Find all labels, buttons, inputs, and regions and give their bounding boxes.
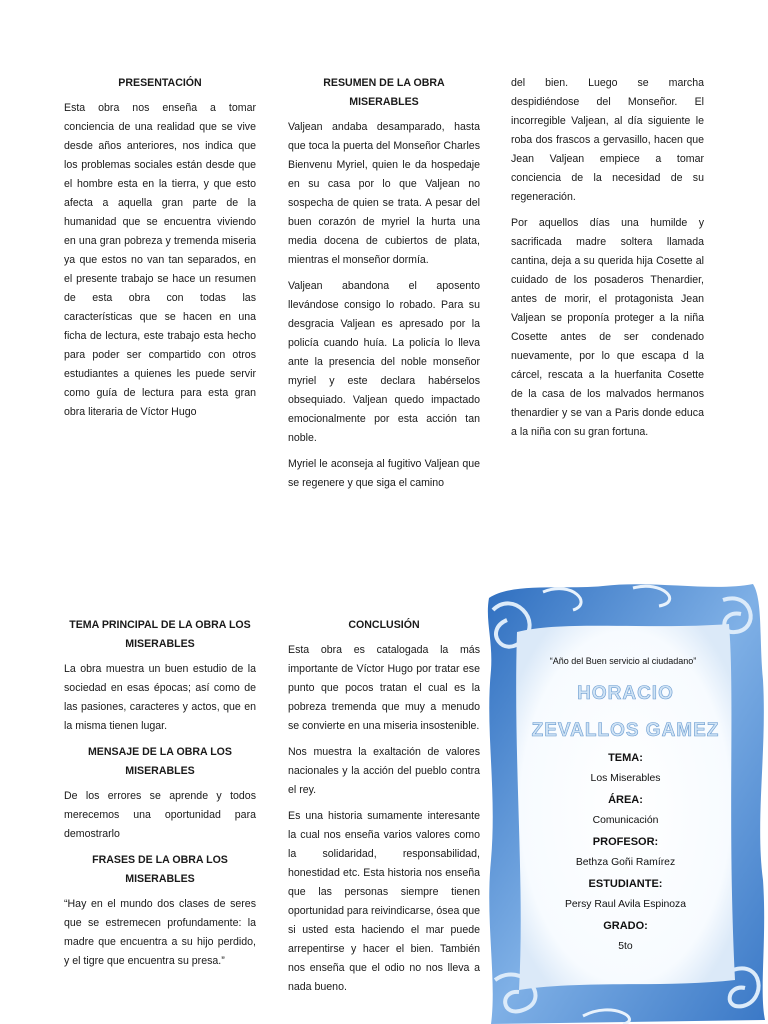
- cover-motto: “Año del Buen servicio al ciudadano”: [549, 656, 697, 666]
- text-resumen-5: Por aquellos días una humilde y sacrificada madre soltera llamada cantina, deja a su querida hija Cosette al cuidado de los posaderos Thenardier, antes de morir, el protagonista Jean Valjean se proponía proteger a la niña Cosette antes de ser condenado nuevamente, por lo que escapa d la cárcel, rescata a la huerfanita Cosette de la casa de los malvados hermanos thenardier y se van a Paris donde educa a la niña con su gran fortuna.: [511, 217, 704, 438]
- cover-tema-label: TEMA:: [608, 752, 643, 764]
- cover-name-line1: HORACIO: [577, 683, 674, 704]
- text-resumen-1: Valjean andaba desamparado, hasta que toca la puerta del Monseñor Charles Bienvenu Myriel, quien le da hospedaje en su casa por lo que Valjean no sospecha de quien se trata. A pesar del buen corazón de myriel la hurta una media docena de cubiertos de plata, mientras el monseñor dormía.: [288, 121, 480, 266]
- cover-grado-value: 5to: [618, 941, 633, 952]
- text-presentacion: Esta obra nos enseña a tomar conciencia de una realidad que se vive desde años anteriores, nos indica que los problemas sociales están desde que el hombre esta en la tierra, y que esto afecta a aquella gran parte de la humanidad que se encuentra viviendo en una gran pobreza y tremenda miseria ya que estos no van tan separados, en el presente trabajo se hace un resumen de esta obra con todas las características que se hacen en una ficha de lectura, este trabajo esta hecho para poder ser compartido con otros estudiantes a quienes les puede servir como guía de lectura para esta gran obra literaria de Víctor Hugo: [64, 102, 256, 418]
- text-resumen-3: Myriel le aconseja al fugitivo Valjean que se regenere y que siga el camino: [288, 458, 480, 489]
- column-resumen-continued: [511, 74, 704, 449]
- cover-area-value: Comunicación: [592, 815, 659, 826]
- heading-frases: FRASES DE LA OBRA LOS MISERABLES: [92, 854, 228, 885]
- cover-estudiante-label: ESTUDIANTE:: [588, 878, 663, 890]
- cover-tema-value: Los Miserables: [590, 773, 661, 784]
- text-conclusion-2: Nos muestra la exaltación de valores nacionales y la acción del pueblo contra el rey.: [288, 746, 480, 796]
- cover-estudiante-value: Persy Raul Avila Espinoza: [564, 899, 687, 910]
- text-mensaje: De los errores se aprende y todos merecemos una oportunidad para demostrarlo: [64, 790, 256, 840]
- heading-resumen: RESUMEN DE LA OBRA MISERABLES: [323, 77, 445, 108]
- cover-grado-label: GRADO:: [603, 920, 648, 932]
- column-conclusion: [288, 616, 480, 1004]
- heading-mensaje: MENSAJE DE LA OBRA LOS MISERABLES: [87, 746, 232, 777]
- column-tema-mensaje-frases: [64, 616, 256, 978]
- cover-name-line2: ZEVALLOS GAMEZ: [531, 720, 720, 741]
- text-conclusion-3: Es una historia sumamente interesante la cual nos enseña varios valores como la solidaridad, responsabilidad, honestidad etc. Esta historia nos enseña que las personas siempre tienen oportunidad para reivindicarse, ósea que si usted esta haciendo el mar puede arrepentirse y hacer el bien. También nos enseña que el odio no nos lleva a nada bueno.: [288, 810, 480, 993]
- cover-scroll: [483, 580, 768, 1024]
- text-resumen-4: del bien. Luego se marcha despidiéndose del Monseñor. El incorregible Valjean, al día siguiente le roba dos frascos a gervasillo, hacen que Jean Valjean empiece a tomar conciencia de la necesidad de su regeneración.: [511, 77, 704, 203]
- column-resumen: [288, 74, 480, 500]
- cover-area-label: ÁREA:: [608, 794, 643, 806]
- heading-conclusion: CONCLUSIÓN: [348, 619, 420, 631]
- cover-profesor-label: PROFESOR:: [592, 836, 659, 848]
- text-frases: “Hay en el mundo dos clases de seres que se estremecen profundamente: la madre que encuentra a su hijo perdido, y el tigre que encuentra su presa.”: [64, 898, 256, 967]
- text-conclusion-1: Esta obra es catalogada la más importante de Víctor Hugo por tratar ese punto que pocos tratan el cual es la pobreza tremenda que muy a menudo se convierte en una miseria insostenible.: [288, 644, 480, 732]
- heading-tema: TEMA PRINCIPAL DE LA OBRA LOS MISERABLES: [69, 619, 251, 650]
- text-tema: La obra muestra un buen estudio de la sociedad en esas épocas; así como de las pasiones, caracteres y actos, que en la misma tienen lugar.: [64, 663, 256, 732]
- heading-presentacion: PRESENTACIÓN: [118, 77, 202, 89]
- cover-profesor-value: Bethza Goñi Ramírez: [575, 857, 676, 868]
- text-resumen-2: Valjean abandona el aposento llevándose consigo lo robado. Para su desgracia Valjean es apresado por la policía cuando huía. La policía lo lleva ante la presencia del noble monseñor myriel y este declara habérselos obsequiado. Valjean quedo impactado emocionalmente por esta acción tan noble.: [288, 280, 480, 444]
- column-presentacion: [64, 74, 256, 429]
